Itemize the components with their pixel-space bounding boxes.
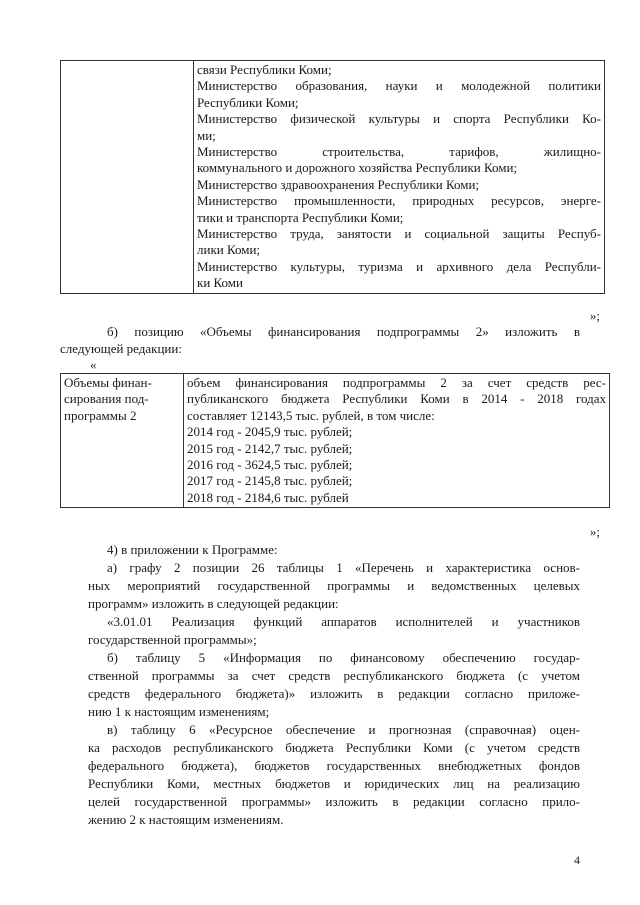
table-cell-left	[61, 374, 184, 508]
closing-quote-mark: »;	[589, 308, 600, 323]
table-line: сирования под-	[64, 391, 149, 407]
paragraph-line: целей государственной программы» изложить в редакции согласно прило-	[88, 794, 580, 809]
table-cell-left	[61, 61, 194, 294]
table-line: 2016 год - 3624,5 тыс. рублей;	[187, 457, 353, 473]
paragraph-line: Республики Коми, местных бюджетов и юридических лиц на реализацию	[88, 776, 580, 791]
table-line: Министерство образования, науки и молодежной политики	[197, 78, 601, 94]
table-line: 2017 год - 2145,8 тыс. рублей;	[187, 473, 353, 489]
paragraph-line: ка расходов республиканского бюджета Республики Коми (с учетом средств	[88, 740, 580, 755]
table-line: Министерство культуры, туризма и архивного дела Республи-	[197, 258, 601, 274]
table-line: публиканского бюджета Республики Коми в 2014 - 2018 годах	[187, 391, 606, 407]
table-row	[61, 61, 605, 294]
executors-table	[60, 60, 605, 294]
paragraph-line: «3.01.01 Реализация функций аппаратов исполнителей и участников	[107, 614, 580, 629]
table-line: коммунального и дорожного хозяйства Республики Коми;	[197, 160, 518, 176]
paragraph-line: средств федерального бюджета)» изложить в редакции согласно приложе-	[88, 686, 580, 701]
table-row	[61, 374, 610, 508]
paragraph-line: 4) в приложении к Программе:	[107, 542, 278, 557]
paragraph-line: ственной программы за счет средств республиканского бюджета (с учетом	[88, 668, 580, 683]
table-line: Республики Коми;	[197, 94, 299, 110]
table-line: составляет 12143,5 тыс. рублей, в том числе:	[187, 407, 435, 423]
opening-quote-mark: «	[90, 357, 97, 372]
table-line: 2015 год - 2142,7 тыс. рублей;	[187, 440, 353, 456]
paragraph-line: б) позицию «Объемы финансирования подпрограммы 2» изложить в	[107, 324, 580, 339]
table-line: объем финансирования подпрограммы 2 за счет средств рес-	[187, 375, 606, 390]
table-line: ки Коми	[197, 275, 243, 291]
paragraph-line: федерального бюджета), бюджетов государственных внебюджетных фондов	[88, 758, 580, 773]
financing-table	[60, 373, 610, 508]
paragraph-line: программ» изложить в следующей редакции:	[88, 596, 339, 611]
table-line: Министерство промышленности, природных ресурсов, энерге-	[197, 193, 601, 209]
paragraph-line: а) графу 2 позиции 26 таблицы 1 «Перечень и характеристика основ-	[107, 560, 580, 575]
table-line: ми;	[197, 127, 216, 143]
page-number: 4	[574, 853, 580, 867]
table-line: Объемы финан-	[64, 375, 152, 390]
paragraph-line: б) таблицу 5 «Информация по финансовому обеспечению государ-	[107, 650, 580, 665]
paragraph-line: государственной программы»;	[88, 632, 257, 647]
table-cell-right	[184, 374, 610, 508]
table-line: связи Республики Коми;	[197, 62, 332, 77]
table-line: Министерство строительства, тарифов, жилищно-	[197, 144, 601, 160]
table-cell-right	[194, 61, 605, 294]
paragraph-line: нию 1 к настоящим изменениям;	[88, 704, 270, 719]
table-line: Министерство здравоохранения Республики Коми;	[197, 176, 480, 192]
table-line: 2018 год - 2184,6 тыс. рублей	[187, 489, 349, 505]
table-line: 2014 год - 2045,9 тыс. рублей;	[187, 424, 353, 440]
paragraph-line: в) таблицу 6 «Ресурсное обеспечение и прогнозная (справочная) оцен-	[107, 722, 580, 737]
paragraph-line: следующей редакции:	[60, 341, 182, 356]
table-line: лики Коми;	[197, 242, 261, 258]
table-line: программы 2	[64, 407, 137, 423]
closing-quote-mark: »;	[589, 524, 600, 539]
table-line: Министерство физической культуры и спорта Республики Ко-	[197, 111, 601, 127]
paragraph-line: жению 2 к настоящим изменениям.	[88, 812, 284, 827]
table-line: Министерство труда, занятости и социальной защиты Респуб-	[197, 226, 601, 242]
paragraph-line: ных мероприятий государственной программы и ведомственных целевых	[88, 578, 580, 593]
table-line: тики и транспорта Республики Коми;	[197, 209, 404, 225]
